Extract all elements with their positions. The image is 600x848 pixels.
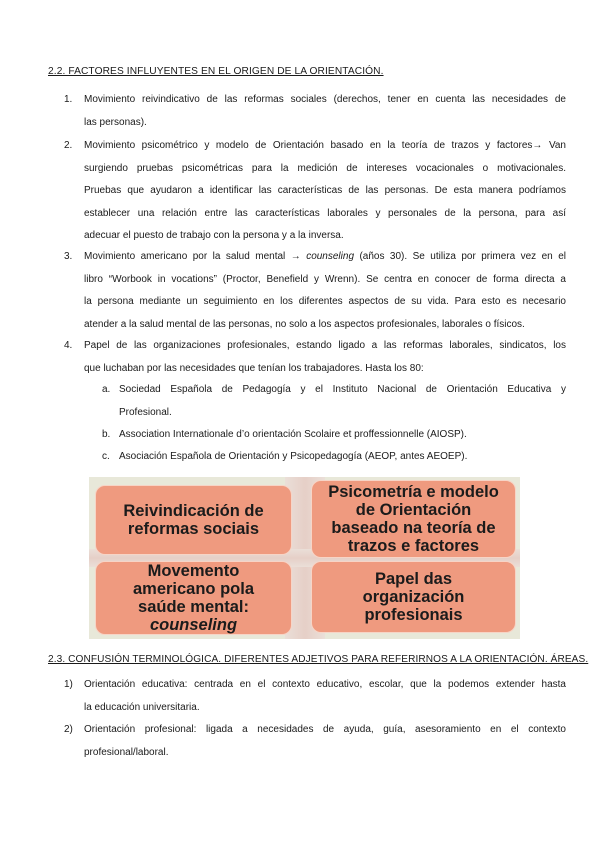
text-span: (años 30). Se utiliza por primera vez en el <box>354 251 566 262</box>
sublist-letter: b. <box>102 429 111 440</box>
box-text-line: organización <box>362 588 465 606</box>
text-line: profesional/laboral. <box>84 746 169 758</box>
box-text-line: baseado na teoría de <box>331 519 496 537</box>
sublist-item <box>119 379 566 424</box>
sublist-item <box>119 446 566 469</box>
text-line: libro “Worbook in vocations” (Proctor, Benefield y Wrenn). Se centra en conocer de forma directa a <box>84 273 566 285</box>
box-text-line: Movemento <box>147 562 240 580</box>
box-text-line: profesionais <box>364 606 463 624</box>
box-text-line: americano pola <box>132 580 255 598</box>
diagram-box-psicometria <box>311 480 516 558</box>
list-number: 4. <box>64 340 73 351</box>
sublist-item <box>119 424 566 447</box>
box-text-line: trazos e factores <box>347 537 480 555</box>
diagram-box-movemento <box>95 561 292 635</box>
text-line: las personas). <box>84 116 147 128</box>
text-line: atender a la salud mental de las personas, no solo a los aspectos profesionales, laborales o físicos. <box>84 318 525 330</box>
factors-diagram <box>89 477 520 639</box>
text-line: Asociación Española de Orientación y Psicopedagogía (AEOP, antes AEOEP). <box>119 451 468 462</box>
list-number: 2) <box>64 724 73 735</box>
text-span: Movimiento americano por la salud mental → <box>84 251 307 262</box>
list-item <box>84 246 566 336</box>
box-text-line <box>133 616 254 634</box>
box-text-line: Papel das <box>374 570 453 588</box>
text-line: Association Internationale d’o orientación Scolaire et proffessionnelle (AIOSP). <box>119 429 467 440</box>
diagram-box-papel <box>311 561 516 633</box>
italic-term: counseling <box>306 251 354 262</box>
text-line <box>84 246 566 269</box>
diagram-box-reformas <box>95 485 292 555</box>
text-line: Orientación educativa: centrada en el contexto educativo, escolar, que la podemos extender hasta <box>84 679 566 690</box>
text-line: Movimiento psicométrico y modelo de Orientación basado en la teoría de trazos y factores→ Van <box>84 140 566 151</box>
section-heading-2-3: 2.3. CONFUSIÓN TERMINOLÓGICA. DIFERENTES ADJETIVOS PARA REFERIRNOS A LA ORIENTACIÓN. ÁREAS. <box>48 654 589 665</box>
text-line: surgiendo pruebas psicométricas para la medición de intereses vocacionales o motivacionales. <box>84 162 566 174</box>
list-number: 2. <box>64 140 73 151</box>
text-line: Sociedad Española de Pedagogía y el Instituto Nacional de Orientación Educativa y <box>119 384 566 395</box>
list-item <box>84 674 566 719</box>
text-line: Pruebas que ayudaron a identificar las características de las personas. De esta manera podríamos <box>84 185 566 197</box>
box-text-line: de Orientación <box>355 501 472 519</box>
sublist-letter: a. <box>102 384 111 395</box>
text-line: adecuar el puesto de trabajo con la persona y a la inversa. <box>84 230 344 242</box>
text-line: Profesional. <box>119 406 172 418</box>
text-line: Movimiento reivindicativo de las reformas sociales (derechos, tener en cuenta las necesidades de <box>84 94 566 105</box>
text-line: Papel de las organizaciones profesionales, estando ligado a las reformas laborales, sindicatos, los <box>84 340 566 351</box>
text-line: la educación universitaria. <box>84 701 200 713</box>
text-line: que luchaban por las necesidades que tenían los trabajadores. Hasta los 80: <box>84 362 424 374</box>
list-item <box>84 89 566 134</box>
box-text-line: saúde mental: <box>138 598 249 616</box>
sublist-letter: c. <box>102 451 110 462</box>
list-number: 1. <box>64 94 73 105</box>
italic-term: counseling <box>149 616 238 634</box>
list-item <box>84 719 566 764</box>
text-line: la persona mediante un seguimiento en los diferentes aspectos de su vida. Para esto es necesario <box>84 296 566 308</box>
box-text-line: Psicometría e modelo <box>328 483 499 501</box>
list-item <box>84 335 566 380</box>
section-heading-2-2: 2.2. FACTORES INFLUYENTES EN EL ORIGEN DE LA ORIENTACIÓN. <box>48 66 384 77</box>
box-text-line: reformas sociais <box>127 520 260 538</box>
text-line: establecer una relación entre las características laborales y personales de la persona, para así <box>84 207 566 219</box>
list-number: 1) <box>64 679 73 690</box>
list-item <box>84 135 566 248</box>
text-line: Orientación profesional: ligada a necesidades de ayuda, guía, asesoramiento en el contexto <box>84 724 566 735</box>
list-number: 3. <box>64 251 73 262</box>
box-text-line: Reivindicación de <box>123 502 264 520</box>
